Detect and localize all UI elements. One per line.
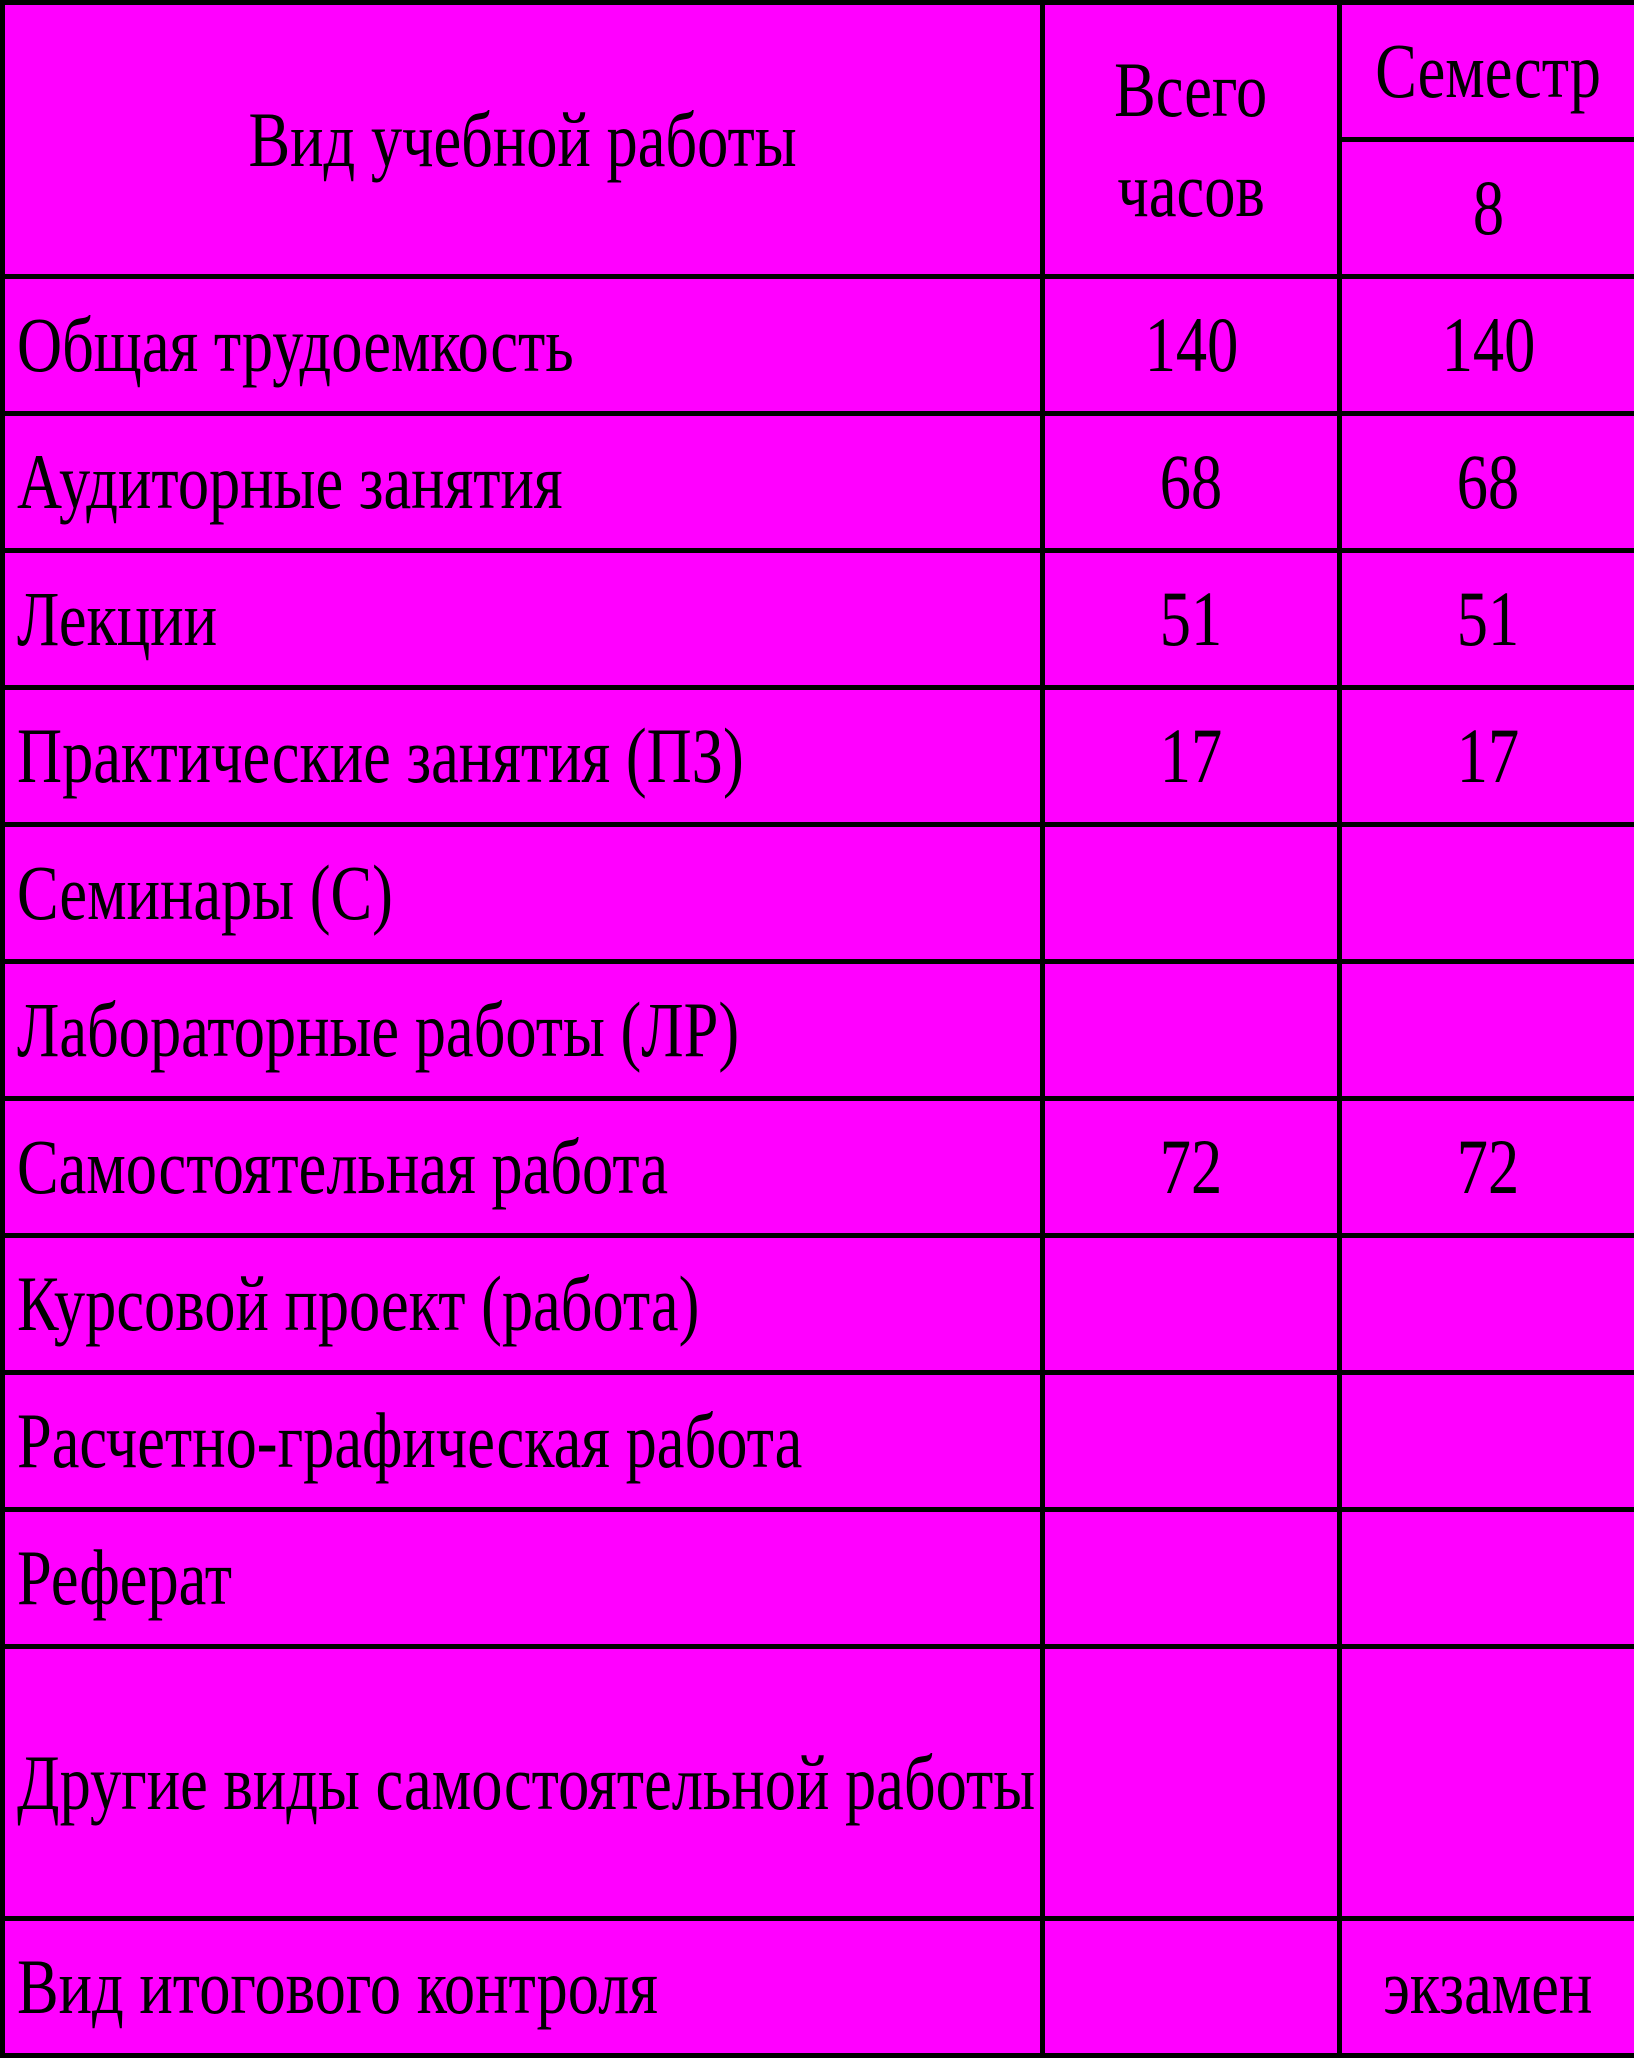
table-row [3,551,1634,688]
row-label-cell [3,1510,1043,1647]
row-label: Практические занятия (ПЗ) [17,706,744,806]
row-total-cell [1043,962,1340,1099]
row-total-cell [1043,1373,1340,1510]
table-row [3,414,1634,551]
row-semester-cell [1340,1373,1634,1510]
table-row [3,1373,1634,1510]
row-label: Самостоятельная работа [17,1117,668,1217]
row-total: 51 [1160,569,1222,669]
table-row [3,1236,1634,1373]
header-kind-cell [3,3,1043,277]
row-total-cell [1043,414,1340,551]
row-semester-cell [1340,825,1634,962]
row-label-cell [3,551,1043,688]
row-total-cell [1043,1647,1340,1919]
row-label-cell [3,1647,1043,1919]
row-label: Лабораторные работы (ЛР) [17,980,739,1080]
row-total-cell [1043,688,1340,825]
row-label: Семинары (С) [17,843,393,943]
row-total: 17 [1160,706,1222,806]
row-semester-cell [1340,962,1634,1099]
row-total-cell [1043,551,1340,688]
row-semester-cell [1340,1099,1634,1236]
row-total: 72 [1160,1117,1222,1217]
header-semester-cell [1340,3,1634,140]
row-label: Общая трудоемкость [17,295,574,395]
row-semester-cell [1340,1510,1634,1647]
row-total-cell [1043,1099,1340,1236]
header-semester-number: 8 [1472,158,1503,258]
row-total-cell [1043,825,1340,962]
table-row [3,825,1634,962]
table-row [3,962,1634,1099]
row-label: Курсовой проект (работа) [17,1254,699,1354]
row-semester-cell [1340,277,1634,414]
header-semester-number-cell [1340,140,1634,277]
row-label: Другие виды самостоятельной работы [17,1733,1040,1833]
row-total: 68 [1160,432,1222,532]
row-semester: 51 [1457,569,1519,669]
row-semester: 140 [1441,295,1535,395]
header-kind-label: Вид учебной работы [248,90,796,190]
row-label-cell [3,962,1043,1099]
row-label-cell [3,1373,1043,1510]
row-label-cell [3,1919,1043,2056]
table-row [3,1919,1634,2056]
header-row [3,3,1634,140]
row-total-cell [1043,1236,1340,1373]
table-row [3,277,1634,414]
row-label-cell [3,1236,1043,1373]
row-label: Аудиторные занятия [17,432,563,532]
header-semester-label: Семестр [1375,21,1601,121]
row-label: Реферат [17,1528,232,1628]
row-semester: 17 [1457,706,1519,806]
row-semester-cell [1340,1919,1634,2056]
header-total-line2: часов [1117,140,1264,240]
row-total: 140 [1144,295,1238,395]
header-total-line1: Всего [1114,40,1267,140]
row-semester: 72 [1457,1117,1519,1217]
row-semester: 68 [1457,432,1519,532]
row-semester-cell [1340,1236,1634,1373]
row-label: Лекции [17,569,217,669]
row-label-cell [3,414,1043,551]
table-row [3,1647,1634,1919]
header-total-cell [1043,3,1340,277]
table-row [3,1099,1634,1236]
row-semester-cell [1340,688,1634,825]
row-label: Вид итогового контроля [17,1937,658,2037]
row-semester-cell [1340,414,1634,551]
row-label: Расчетно-графическая работа [17,1391,802,1491]
row-label-cell [3,688,1043,825]
row-total-cell [1043,1510,1340,1647]
row-semester-cell [1340,551,1634,688]
row-label-cell [3,277,1043,414]
row-semester: экзамен [1383,1937,1592,2037]
row-total-cell [1043,277,1340,414]
table-row [3,1510,1634,1647]
row-semester-cell [1340,1647,1634,1919]
row-label-cell [3,825,1043,962]
row-total-cell [1043,1919,1340,2056]
row-label-cell [3,1099,1043,1236]
table-row [3,688,1634,825]
